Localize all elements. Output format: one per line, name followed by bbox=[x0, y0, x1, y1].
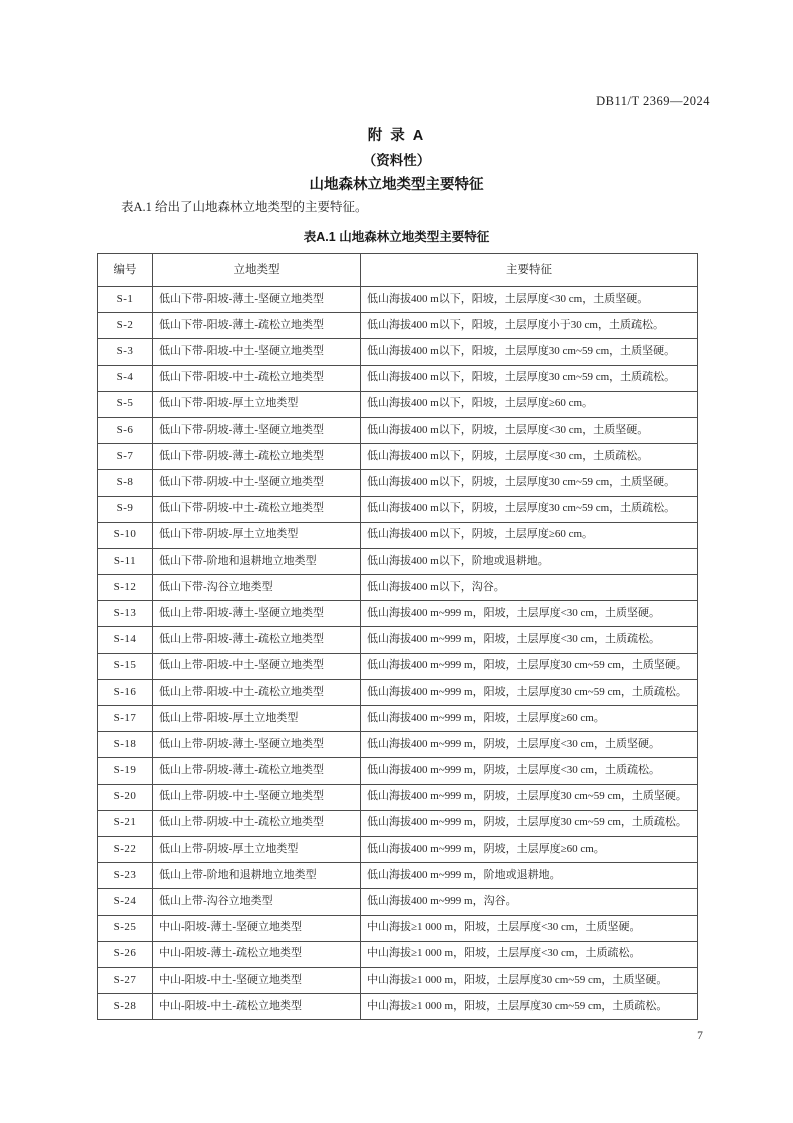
site-type: 中山-阳坡-中土-坚硬立地类型 bbox=[153, 967, 361, 993]
site-type: 中山-阳坡-薄土-疏松立地类型 bbox=[153, 941, 361, 967]
main-feature: 低山海拔400 m~999 m，阳坡，土层厚度<30 cm，土质疏松。 bbox=[361, 627, 698, 653]
site-type: 低山上带-阶地和退耕地立地类型 bbox=[153, 863, 361, 889]
site-type: 低山下带-阳坡-薄土-疏松立地类型 bbox=[153, 313, 361, 339]
site-type: 低山上带-阴坡-厚土立地类型 bbox=[153, 836, 361, 862]
main-feature: 低山海拔400 m~999 m，阴坡，土层厚度30 cm~59 cm，土质疏松。 bbox=[361, 810, 698, 836]
header-cell-site-type: 立地类型 bbox=[153, 254, 361, 287]
row-id: S-21 bbox=[98, 810, 153, 836]
table-header-row bbox=[98, 254, 698, 287]
row-id: S-1 bbox=[98, 287, 153, 313]
main-feature: 低山海拔400 m~999 m，阳坡，土层厚度30 cm~59 cm，土质坚硬。 bbox=[361, 653, 698, 679]
table-row bbox=[98, 313, 698, 339]
site-type: 低山上带-阴坡-中土-疏松立地类型 bbox=[153, 810, 361, 836]
site-type: 低山上带-阳坡-厚土立地类型 bbox=[153, 706, 361, 732]
table-row bbox=[98, 994, 698, 1020]
site-type: 低山上带-阳坡-中土-疏松立地类型 bbox=[153, 679, 361, 705]
main-feature: 中山海拔≥1 000 m，阳坡，土层厚度30 cm~59 cm，土质疏松。 bbox=[361, 994, 698, 1020]
row-id: S-7 bbox=[98, 444, 153, 470]
row-id: S-18 bbox=[98, 732, 153, 758]
table-row bbox=[98, 653, 698, 679]
table-row bbox=[98, 365, 698, 391]
main-feature: 低山海拔400 m~999 m，阴坡，土层厚度30 cm~59 cm，土质坚硬。 bbox=[361, 784, 698, 810]
main-feature: 中山海拔≥1 000 m，阳坡，土层厚度<30 cm，土质坚硬。 bbox=[361, 915, 698, 941]
site-type: 低山上带-阴坡-薄土-坚硬立地类型 bbox=[153, 732, 361, 758]
main-feature: 低山海拔400 m~999 m，沟谷。 bbox=[361, 889, 698, 915]
row-id: S-22 bbox=[98, 836, 153, 862]
main-feature: 低山海拔400 m以下，阳坡，土层厚度30 cm~59 cm，土质疏松。 bbox=[361, 365, 698, 391]
main-feature: 低山海拔400 m~999 m，阶地或退耕地。 bbox=[361, 863, 698, 889]
site-type: 低山下带-阴坡-中土-疏松立地类型 bbox=[153, 496, 361, 522]
row-id: S-12 bbox=[98, 575, 153, 601]
main-feature: 中山海拔≥1 000 m，阳坡，土层厚度<30 cm，土质疏松。 bbox=[361, 941, 698, 967]
appendix-heading: 山地森林立地类型主要特征 bbox=[309, 177, 484, 193]
main-feature: 低山海拔400 m以下，阳坡，土层厚度<30 cm，土质坚硬。 bbox=[361, 287, 698, 313]
appendix-subtitle-informative: （资料性） bbox=[362, 153, 431, 168]
row-id: S-19 bbox=[98, 758, 153, 784]
intro-paragraph: 表A.1 给出了山地森林立地类型的主要特征。 bbox=[121, 200, 368, 214]
site-type: 低山下带-阳坡-厚土立地类型 bbox=[153, 391, 361, 417]
table-row bbox=[98, 287, 698, 313]
row-id: S-11 bbox=[98, 548, 153, 574]
table-row bbox=[98, 470, 698, 496]
site-type: 中山-阳坡-中土-疏松立地类型 bbox=[153, 994, 361, 1020]
site-type: 低山下带-阶地和退耕地立地类型 bbox=[153, 548, 361, 574]
main-feature: 低山海拔400 m以下，阶地或退耕地。 bbox=[361, 548, 698, 574]
site-type-table bbox=[97, 253, 698, 1020]
site-type: 低山下带-沟谷立地类型 bbox=[153, 575, 361, 601]
site-type-table-body bbox=[98, 287, 698, 1020]
table-row bbox=[98, 601, 698, 627]
site-type: 低山上带-阴坡-中土-坚硬立地类型 bbox=[153, 784, 361, 810]
row-id: S-23 bbox=[98, 863, 153, 889]
table-row bbox=[98, 496, 698, 522]
table-row bbox=[98, 732, 698, 758]
site-type: 低山下带-阴坡-中土-坚硬立地类型 bbox=[153, 470, 361, 496]
table-row bbox=[98, 444, 698, 470]
site-type: 低山上带-阴坡-薄土-疏松立地类型 bbox=[153, 758, 361, 784]
main-feature: 低山海拔400 m~999 m，阴坡，土层厚度<30 cm，土质疏松。 bbox=[361, 758, 698, 784]
row-id: S-27 bbox=[98, 967, 153, 993]
main-feature: 低山海拔400 m~999 m，阳坡，土层厚度30 cm~59 cm，土质疏松。 bbox=[361, 679, 698, 705]
main-feature: 低山海拔400 m以下，阳坡，土层厚度30 cm~59 cm，土质坚硬。 bbox=[361, 339, 698, 365]
row-id: S-15 bbox=[98, 653, 153, 679]
table-row bbox=[98, 548, 698, 574]
table-row bbox=[98, 575, 698, 601]
row-id: S-28 bbox=[98, 994, 153, 1020]
row-id: S-5 bbox=[98, 391, 153, 417]
main-feature: 中山海拔≥1 000 m，阳坡，土层厚度30 cm~59 cm，土质坚硬。 bbox=[361, 967, 698, 993]
row-id: S-2 bbox=[98, 313, 153, 339]
main-feature: 低山海拔400 m以下，阳坡，土层厚度≥60 cm。 bbox=[361, 391, 698, 417]
main-feature: 低山海拔400 m~999 m，阳坡，土层厚度<30 cm，土质坚硬。 bbox=[361, 601, 698, 627]
main-feature: 低山海拔400 m以下，阴坡，土层厚度30 cm~59 cm，土质疏松。 bbox=[361, 496, 698, 522]
table-row bbox=[98, 941, 698, 967]
page-number: 7 bbox=[697, 1030, 703, 1042]
row-id: S-26 bbox=[98, 941, 153, 967]
site-type: 中山-阳坡-薄土-坚硬立地类型 bbox=[153, 915, 361, 941]
main-feature: 低山海拔400 m以下，阴坡，土层厚度≥60 cm。 bbox=[361, 522, 698, 548]
site-type: 低山下带-阴坡-厚土立地类型 bbox=[153, 522, 361, 548]
table-row bbox=[98, 889, 698, 915]
table-row bbox=[98, 417, 698, 443]
site-type: 低山下带-阴坡-薄土-坚硬立地类型 bbox=[153, 417, 361, 443]
main-feature: 低山海拔400 m以下，阳坡，土层厚度小于30 cm，土质疏松。 bbox=[361, 313, 698, 339]
table-row bbox=[98, 810, 698, 836]
row-id: S-13 bbox=[98, 601, 153, 627]
table-row bbox=[98, 522, 698, 548]
table-row bbox=[98, 627, 698, 653]
site-type: 低山下带-阳坡-中土-疏松立地类型 bbox=[153, 365, 361, 391]
row-id: S-20 bbox=[98, 784, 153, 810]
table-row bbox=[98, 706, 698, 732]
header-cell-id: 编号 bbox=[98, 254, 153, 287]
table-row bbox=[98, 915, 698, 941]
row-id: S-10 bbox=[98, 522, 153, 548]
table-row bbox=[98, 863, 698, 889]
main-feature: 低山海拔400 m~999 m，阴坡，土层厚度≥60 cm。 bbox=[361, 836, 698, 862]
row-id: S-16 bbox=[98, 679, 153, 705]
appendix-title: 附 录 A bbox=[367, 128, 426, 144]
table-row bbox=[98, 836, 698, 862]
site-type: 低山上带-阳坡-薄土-坚硬立地类型 bbox=[153, 601, 361, 627]
site-type: 低山上带-沟谷立地类型 bbox=[153, 889, 361, 915]
main-feature: 低山海拔400 m以下，阴坡，土层厚度<30 cm，土质坚硬。 bbox=[361, 417, 698, 443]
table-row bbox=[98, 339, 698, 365]
site-type: 低山上带-阳坡-薄土-疏松立地类型 bbox=[153, 627, 361, 653]
table-row bbox=[98, 679, 698, 705]
table-row bbox=[98, 391, 698, 417]
table-row bbox=[98, 784, 698, 810]
table-row bbox=[98, 967, 698, 993]
row-id: S-9 bbox=[98, 496, 153, 522]
table-caption: 表A.1 山地森林立地类型主要特征 bbox=[303, 230, 490, 244]
row-id: S-3 bbox=[98, 339, 153, 365]
header-cell-main-feature: 主要特征 bbox=[361, 254, 698, 287]
main-feature: 低山海拔400 m以下，阴坡，土层厚度30 cm~59 cm，土质坚硬。 bbox=[361, 470, 698, 496]
row-id: S-6 bbox=[98, 417, 153, 443]
appendix-title-block bbox=[0, 124, 793, 194]
row-id: S-17 bbox=[98, 706, 153, 732]
site-type: 低山下带-阳坡-中土-坚硬立地类型 bbox=[153, 339, 361, 365]
row-id: S-4 bbox=[98, 365, 153, 391]
site-type: 低山上带-阳坡-中土-坚硬立地类型 bbox=[153, 653, 361, 679]
site-type: 低山下带-阴坡-薄土-疏松立地类型 bbox=[153, 444, 361, 470]
doc-code: DB11/T 2369—2024 bbox=[596, 94, 710, 108]
main-feature: 低山海拔400 m~999 m，阴坡，土层厚度<30 cm，土质坚硬。 bbox=[361, 732, 698, 758]
main-feature: 低山海拔400 m以下，沟谷。 bbox=[361, 575, 698, 601]
site-type: 低山下带-阳坡-薄土-坚硬立地类型 bbox=[153, 287, 361, 313]
row-id: S-14 bbox=[98, 627, 153, 653]
row-id: S-24 bbox=[98, 889, 153, 915]
table-row bbox=[98, 758, 698, 784]
main-feature: 低山海拔400 m~999 m，阳坡，土层厚度≥60 cm。 bbox=[361, 706, 698, 732]
row-id: S-8 bbox=[98, 470, 153, 496]
row-id: S-25 bbox=[98, 915, 153, 941]
main-feature: 低山海拔400 m以下，阴坡，土层厚度<30 cm，土质疏松。 bbox=[361, 444, 698, 470]
